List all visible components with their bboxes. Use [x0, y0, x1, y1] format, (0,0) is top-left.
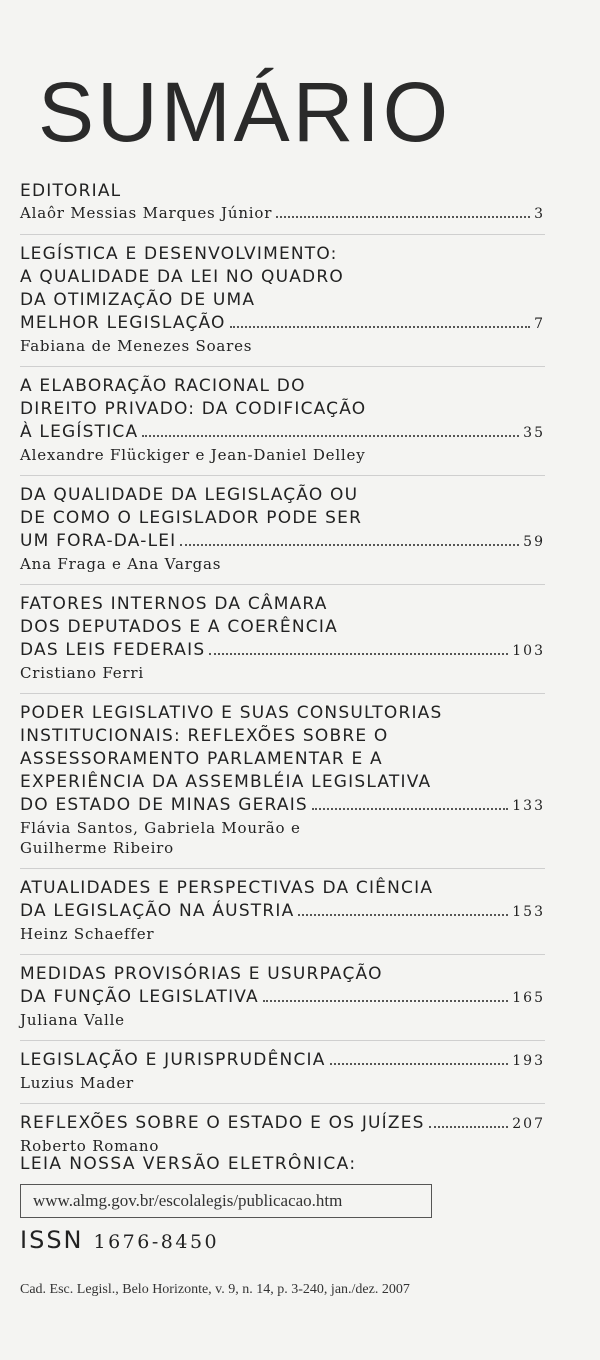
page-number: 59	[523, 534, 545, 550]
entry-title-line: DAS LEIS FEDERAIS	[20, 640, 206, 660]
entry-title-line: DE COMO O LEGISLADOR PODE SER	[20, 508, 363, 528]
page-number: 193	[512, 1053, 545, 1069]
entry-author: Guilherme Ribeiro	[20, 839, 174, 857]
page-number: 133	[512, 798, 545, 814]
entry-author: Luzius Mader	[20, 1074, 134, 1092]
toc-entry[interactable]	[20, 180, 545, 234]
entry-last-line	[20, 794, 545, 818]
leader-dots	[429, 1126, 509, 1128]
entry-title-line: DOS DEPUTADOS E A COERÊNCIA	[20, 617, 338, 637]
leader-dots	[263, 1000, 508, 1002]
issn	[20, 1226, 219, 1254]
entry-title-line: LEGISLAÇÃO E JURISPRUDÊNCIA	[20, 1050, 326, 1070]
leader-dots	[209, 653, 508, 655]
entry-last-line	[20, 900, 545, 924]
entry-author: Fabiana de Menezes Soares	[20, 337, 253, 355]
entry-last-line	[20, 1112, 545, 1136]
entry-title-line: MELHOR LEGISLAÇÃO	[20, 313, 226, 333]
entry-title-line: A ELABORAÇÃO RACIONAL DO	[20, 376, 306, 396]
page-number: 207	[512, 1116, 545, 1132]
entry-author: Juliana Valle	[20, 1011, 125, 1029]
entry-title-line: DA QUALIDADE DA LEGISLAÇÃO OU	[20, 485, 359, 505]
leader-dots	[330, 1063, 509, 1065]
entry-title-line: DA FUNÇÃO LEGISLATIVA	[20, 987, 259, 1007]
page-title: SUMÁRIO	[38, 65, 452, 159]
table-of-contents	[20, 180, 545, 1166]
entry-title-line: ASSESSORAMENTO PARLAMENTAR E A	[20, 749, 383, 769]
entry-last-line	[20, 530, 545, 554]
entry-title-line: PODER LEGISLATIVO E SUAS CONSULTORIAS	[20, 703, 443, 723]
entry-title-line: DA OTIMIZAÇÃO DE UMA	[20, 290, 256, 310]
page-number: 153	[512, 904, 545, 920]
entry-title-line: A QUALIDADE DA LEI NO QUADRO	[20, 267, 344, 287]
leader-dots	[230, 326, 530, 328]
entry-last-line	[20, 639, 545, 663]
page-number: 3	[534, 206, 545, 222]
leader-dots	[298, 914, 508, 916]
issn-label: ISSN	[20, 1226, 84, 1254]
entry-title-line: FATORES INTERNOS DA CÂMARA	[20, 594, 328, 614]
entry-author: Cristiano Ferri	[20, 664, 144, 682]
entry-last-line	[20, 312, 545, 336]
leader-dots	[276, 216, 530, 218]
entry-title-line: DO ESTADO DE MINAS GERAIS	[20, 795, 308, 815]
entry-last-line	[20, 1049, 545, 1073]
entry-title-line: MEDIDAS PROVISÓRIAS E USURPAÇÃO	[20, 964, 383, 984]
toc-entry[interactable]	[20, 584, 545, 693]
citation: Cad. Esc. Legisl., Belo Horizonte, v. 9, n. 14, p. 3-240, jan./dez. 2007	[20, 1282, 410, 1297]
entry-last-line	[20, 986, 545, 1010]
toc-entry[interactable]	[20, 954, 545, 1040]
issn-number: 1676-8450	[93, 1231, 220, 1253]
entry-author: Ana Fraga e Ana Vargas	[20, 555, 222, 573]
entry-author: Flávia Santos, Gabriela Mourão e	[20, 819, 301, 837]
entry-title-line: REFLEXÕES SOBRE O ESTADO E OS JUÍZES	[20, 1113, 425, 1133]
entry-author: Roberto Romano	[20, 1137, 160, 1155]
page-number: 35	[523, 425, 545, 441]
toc-entry[interactable]	[20, 234, 545, 366]
entry-author: Alaôr Messias Marques Júnior	[20, 204, 273, 222]
read-online-label: LEIA NOSSA VERSÃO ELETRÔNICA:	[20, 1154, 357, 1174]
entry-title-line: INSTITUCIONAIS: REFLEXÕES SOBRE O	[20, 726, 389, 746]
publication-url[interactable]: www.almg.gov.br/escolalegis/publicacao.htm	[20, 1184, 432, 1218]
toc-entry[interactable]	[20, 366, 545, 475]
entry-last-line	[20, 421, 545, 445]
entry-title-line: ATUALIDADES E PERSPECTIVAS DA CIÊNCIA	[20, 878, 434, 898]
toc-entry[interactable]	[20, 868, 545, 954]
toc-entry[interactable]	[20, 475, 545, 584]
entry-title-line: EDITORIAL	[20, 181, 122, 201]
entry-title-line: DA LEGISLAÇÃO NA ÁUSTRIA	[20, 901, 295, 921]
leader-dots	[142, 435, 519, 437]
entry-author: Alexandre Flückiger e Jean-Daniel Delley	[20, 446, 366, 464]
entry-title-line: EXPERIÊNCIA DA ASSEMBLÉIA LEGISLATIVA	[20, 772, 432, 792]
page-number: 165	[512, 990, 545, 1006]
entry-title-line: UM FORA-DA-LEI	[20, 531, 177, 551]
page-number: 7	[534, 316, 545, 332]
page-number: 103	[512, 643, 545, 659]
entry-title-line: DIREITO PRIVADO: DA CODIFICAÇÃO	[20, 399, 367, 419]
entry-title-line: À LEGÍSTICA	[20, 422, 139, 442]
entry-title-line: LEGÍSTICA E DESENVOLVIMENTO:	[20, 244, 338, 264]
toc-entry[interactable]	[20, 693, 545, 868]
toc-entry[interactable]	[20, 1040, 545, 1103]
entry-author: Heinz Schaeffer	[20, 925, 155, 943]
leader-dots	[180, 544, 519, 546]
leader-dots	[312, 808, 508, 810]
entry-last-line	[20, 203, 545, 224]
